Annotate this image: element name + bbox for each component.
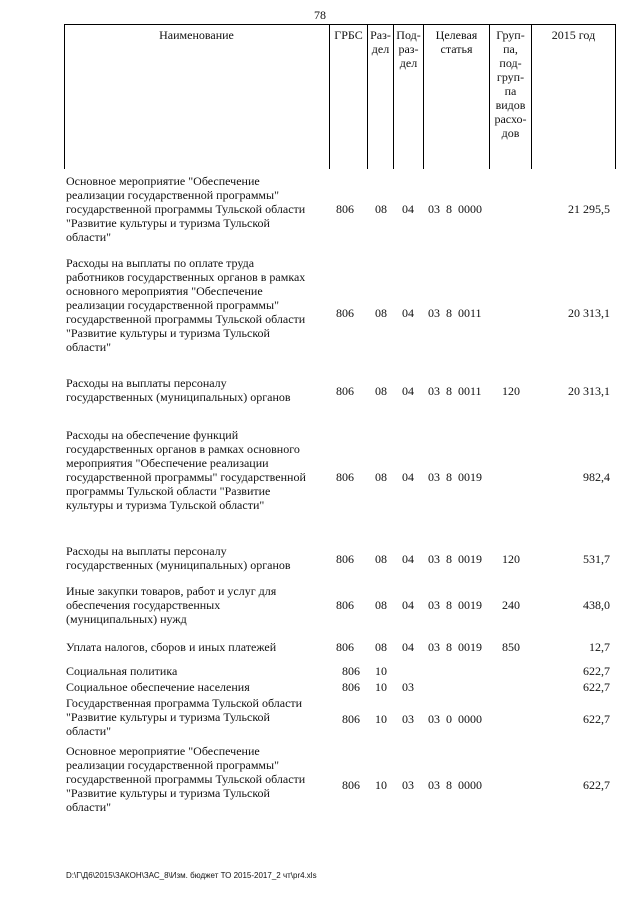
row-name: Основное мероприятие "Обеспечение реализации государственной программы" государственной программы Тульской области "Развитие культуры и туризма Тульской области" — [66, 174, 306, 244]
header-podrazdel-label: Под- раз- дел — [396, 28, 421, 70]
row-amount: 982,4 — [583, 470, 610, 484]
header-name-label: Наименование — [159, 28, 234, 42]
row-grbs: 806 — [336, 598, 354, 612]
row-razdel: 08 — [375, 202, 387, 216]
row-vid: 120 — [502, 552, 520, 566]
row-podrazdel: 03 — [402, 680, 414, 694]
row-grbs: 806 — [342, 712, 360, 726]
row-podrazdel: 04 — [402, 306, 414, 320]
row-amount: 622,7 — [583, 712, 610, 726]
row-cs: 03 0 0000 — [428, 712, 482, 726]
row-name: Социальное обеспечение населения — [66, 680, 250, 694]
row-grbs: 806 — [342, 680, 360, 694]
row-cs: 03 8 0019 — [428, 552, 482, 566]
row-vid: 240 — [502, 598, 520, 612]
row-razdel: 10 — [375, 778, 387, 792]
header-year — [532, 24, 616, 169]
row-amount: 622,7 — [583, 664, 610, 678]
row-name: Расходы на выплаты персоналу государственных (муниципальных) органов — [66, 544, 291, 572]
row-grbs: 806 — [336, 552, 354, 566]
header-razdel — [368, 24, 394, 169]
row-name: Социальная политика — [66, 664, 178, 678]
row-vid: 850 — [502, 640, 520, 654]
header-vid-label: Груп- па, под- груп- па видов расхо- дов — [494, 28, 527, 140]
row-razdel: 08 — [375, 306, 387, 320]
row-amount: 20 313,1 — [568, 384, 610, 398]
row-vid: 120 — [502, 384, 520, 398]
row-razdel: 10 — [375, 664, 387, 678]
row-podrazdel: 04 — [402, 470, 414, 484]
header-razdel-label: Раз- дел — [370, 28, 391, 56]
row-grbs: 806 — [342, 778, 360, 792]
header-vid — [490, 24, 532, 169]
row-razdel: 10 — [375, 680, 387, 694]
row-podrazdel: 03 — [402, 778, 414, 792]
header-tselevaya — [424, 24, 490, 169]
header-grbs — [330, 24, 368, 169]
row-grbs: 806 — [342, 664, 360, 678]
header-year-label: 2015 год — [551, 28, 596, 42]
row-razdel: 08 — [375, 470, 387, 484]
file-path-footer: D:\Г\Д6\2015\ЗАКОН\ЗАС_8\Изм. бюджет ТО 2015-2017_2 чт\pr4.xls — [66, 871, 317, 880]
row-podrazdel: 04 — [402, 640, 414, 654]
row-grbs: 806 — [336, 384, 354, 398]
header-tselevaya-label: Целевая статья — [435, 28, 478, 56]
row-name: Уплата налогов, сборов и иных платежей — [66, 640, 277, 654]
row-grbs: 806 — [336, 470, 354, 484]
row-cs: 03 8 0011 — [428, 306, 482, 320]
row-podrazdel: 04 — [402, 202, 414, 216]
row-podrazdel: 03 — [402, 712, 414, 726]
row-razdel: 08 — [375, 384, 387, 398]
row-amount: 20 313,1 — [568, 306, 610, 320]
row-cs: 03 8 0000 — [428, 778, 482, 792]
row-name: Расходы на выплаты персоналу государственных (муниципальных) органов — [66, 376, 291, 404]
row-name: Основное мероприятие "Обеспечение реализации государственной программы" государственной программы Тульской области "Развитие культуры и туризма Тульской области" — [66, 744, 306, 814]
row-podrazdel: 04 — [402, 384, 414, 398]
row-cs: 03 8 0019 — [428, 640, 482, 654]
row-podrazdel: 04 — [402, 598, 414, 612]
row-razdel: 08 — [375, 598, 387, 612]
row-amount: 622,7 — [583, 680, 610, 694]
header-name — [64, 24, 330, 169]
row-name: Государственная программа Тульской области "Развитие культуры и туризма Тульской области" — [66, 696, 303, 738]
row-grbs: 806 — [336, 202, 354, 216]
row-grbs: 806 — [336, 640, 354, 654]
row-razdel: 10 — [375, 712, 387, 726]
header-grbs-label: ГРБС — [334, 28, 363, 42]
row-cs: 03 8 0000 — [428, 202, 482, 216]
row-amount: 531,7 — [583, 552, 610, 566]
row-amount: 21 295,5 — [568, 202, 610, 216]
row-cs: 03 8 0019 — [428, 470, 482, 484]
row-podrazdel: 04 — [402, 552, 414, 566]
row-name: Расходы на обеспечение функций государственных органов в рамках основного мероприятия "Обеспечение реализации государственной программы" государственной программы Тульской области "Развитие культуры и туризма Тульской области" — [66, 428, 306, 512]
row-amount: 12,7 — [589, 640, 610, 654]
row-razdel: 08 — [375, 640, 387, 654]
row-razdel: 08 — [375, 552, 387, 566]
row-amount: 622,7 — [583, 778, 610, 792]
row-cs: 03 8 0011 — [428, 384, 482, 398]
row-cs: 03 8 0019 — [428, 598, 482, 612]
row-amount: 438,0 — [583, 598, 610, 612]
header-podrazdel — [394, 24, 424, 169]
page-number: 78 — [314, 8, 326, 22]
row-name: Расходы на выплаты по оплате труда работников государственных органов в рамках основного мероприятия "Обеспечение реализации государственной программы" государственной программы Тульской области "Развитие культуры и туризма Тульской области" — [66, 256, 306, 354]
row-grbs: 806 — [336, 306, 354, 320]
row-name: Иные закупки товаров, работ и услуг для обеспечения государственных (муниципальных) нужд — [66, 584, 277, 626]
